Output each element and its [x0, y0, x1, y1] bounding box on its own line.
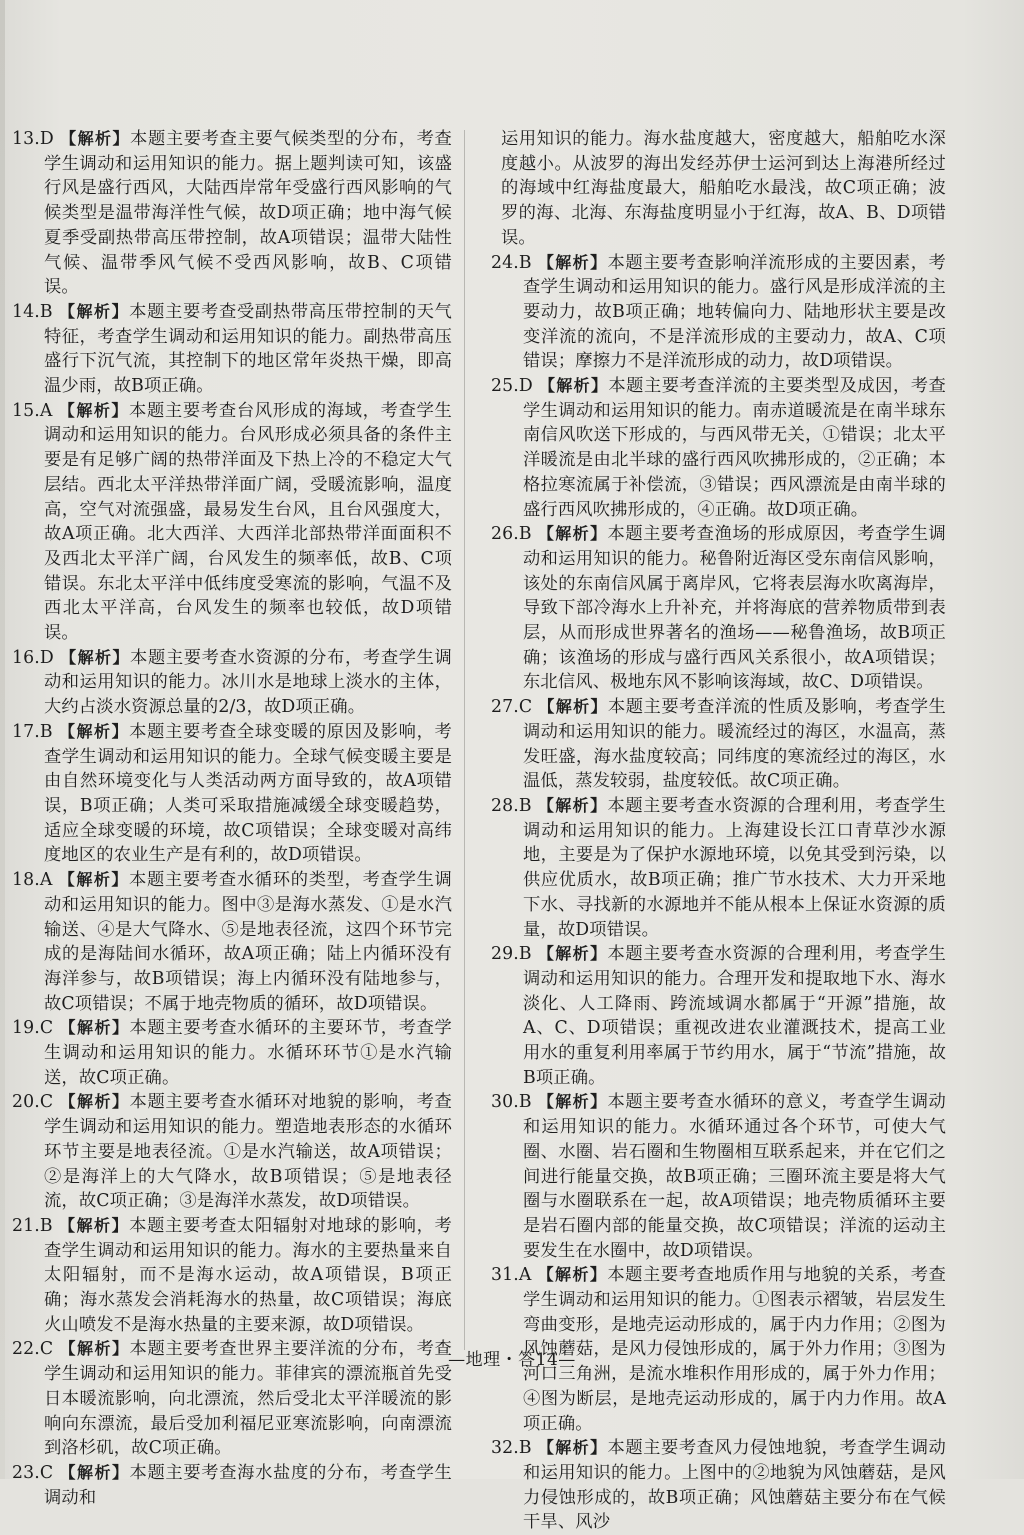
answer-item — [12, 646, 452, 720]
analysis-text: 本题主要考查风力侵蚀地貌，考查学生调动和运用知识的能力。上图中的②地貌为风蚀蘑菇，是风力侵蚀形成的，故B项正确；风蚀蘑菇主要分布在气候干旱、风沙 — [523, 1438, 946, 1533]
analysis-text: 本题主要考查受副热带高压带控制的天气特征，考查学生调动和运用知识的能力。副热带高压盛行下沉气流，其控制下的地区常年炎热干燥，即高温少雨，故B项正确。 — [44, 301, 452, 397]
answer-number: 19.C — [12, 1018, 54, 1039]
analysis-text: 本题主要考查地质作用与地貌的关系，考查学生调动和运用知识的能力。①图表示褶皱，岩层发生弯曲变形，是地壳运动形成的，属于内力作用；②图为风蚀蘑菇，是风力侵蚀形成的，属于外力作用；③图为河口三角洲，是流水堆积作用形成的，属于外力作用；④图为断层，是地壳运动形成的，属于内力作用。故A项正确。 — [523, 1265, 946, 1434]
page-footer: —地理・答14— — [448, 1350, 576, 1370]
analysis-text: 本题主要考查影响洋流形成的主要因素，考查学生调动和运用知识的能力。盛行风是形成洋流的主要动力，故B项正确；地转偏向力、陆地形状主要是改变洋流的流向，不是洋流形成的主要动力，故A、C项错误；摩擦力不是洋流形成的动力，故D项错误。 — [523, 252, 946, 372]
analysis-text: 本题主要考查台风形成的海域，考查学生调动和运用知识的能力。台风形成必须具备的条件主要是有足够广阔的热带洋面及下热上冷的不稳定大气层结。西北太平洋热带洋面广阔，受暖流影响，温度高，空气对流强盛，最易发生台风，且台风强度大，故A项正确。北大西洋、大西洋北部热带洋面面积不及西北太平洋广阔，台风发生的频率低，故B、C项错误。东北太平洋中低纬度受寒流的影响，气温不及西北太平洋高，台风发生的频率也较低，故D项错误。 — [44, 400, 452, 644]
answer-number: 26.B — [491, 524, 532, 545]
continuation-paragraph: 运用知识的能力。海水盐度越大，密度越大，船舶吃水深度越小。从波罗的海出发经苏伊士运河到达上海港所经过的海域中红海盐度最大，船舶吃水最浅，故C项正确；波罗的海、北海、东海盐度明显小于红海，故A、B、D项错误。 — [501, 129, 946, 248]
analysis-text: 本题主要考查水资源的合理利用，考查学生调动和运用知识的能力。上海建设长江口青草沙水源地，主要是为了保护水源地环境，以免其受到污染，以供应优质水，故B项正确；推广节水技术、大力开采地下水、寻找新的水源地并不能从根本上保证水资源的质量，故D项错误。 — [523, 795, 946, 940]
left-column — [12, 127, 452, 1510]
answer-item — [491, 1436, 946, 1535]
answer-item — [12, 1016, 452, 1090]
answer-number: 29.B — [491, 944, 532, 965]
analysis-text: 本题主要考查水资源的合理利用，考查学生调动和运用知识的能力。合理开发和提取地下水、海水淡化、人工降雨、跨流域调水都属于“开源”措施，故A、C、D项错误；重视改进农业灌溉技术，提高工业用水的重复利用率属于节约用水，属于“节流”措施，故B项正确。 — [523, 944, 946, 1088]
analysis-tag: 【解析】 — [59, 1018, 130, 1038]
analysis-tag: 【解析】 — [58, 400, 129, 420]
analysis-tag: 【解析】 — [58, 301, 130, 321]
analysis-text: 本题主要考查洋流的主要类型及成因，考查学生调动和运用知识的能力。南赤道暖流是在南半球东南信风吹送下形成的，与西风带无关，①错误；北太平洋暖流是由北半球的盛行西风吹拂形成的，②正确；本格拉寒流属于补偿流，③错误；西风漂流是由南半球的盛行西风吹拂形成的，④正确。故D项正确。 — [523, 376, 946, 520]
answer-number: 14.B — [12, 301, 53, 322]
analysis-text: 本题主要考查太阳辐射对地球的影响，考查学生调动和运用知识的能力。海水的主要热量来自太阳辐射，而不是海水运动，故A项错误，B项正确；海水蒸发会消耗海水的热量，故C项错误；海底火山喷发不是海水热量的主要来源，故D项错误。 — [44, 1215, 452, 1335]
analysis-tag: 【解析】 — [537, 944, 608, 964]
answer-item — [491, 942, 946, 1090]
answer-item — [491, 522, 946, 695]
right-column — [491, 127, 946, 1535]
answer-item — [12, 127, 452, 300]
analysis-text: 本题主要考查洋流的性质及影响，考查学生调动和运用知识的能力。暖流经过的海区，水温高，蒸发旺盛，海水盐度较高；同纬度的寒流经过的海区，水温低，蒸发较弱，盐度较低。故C项正确。 — [523, 697, 946, 792]
answer-item — [491, 695, 946, 794]
analysis-tag: 【解析】 — [58, 870, 129, 890]
analysis-tag: 【解析】 — [537, 795, 608, 815]
page-edge-shadow — [0, 0, 5, 1479]
answer-item — [12, 300, 452, 399]
analysis-text: 本题主要考查海水盐度的分布，考查学生调动和 — [44, 1462, 452, 1508]
analysis-text: 本题主要考查世界主要洋流的分布，考查学生调动和运用知识的能力。菲律宾的漂流瓶首先受日本暖流影响，向北漂流，然后受北太平洋暖流的影响向东漂流，最后受加利福尼亚寒流影响，向南漂流到洛杉矶，故C项正确。 — [44, 1339, 452, 1459]
analysis-tag: 【解析】 — [58, 1215, 130, 1235]
analysis-tag: 【解析】 — [59, 1339, 130, 1359]
answer-number: 17.B — [12, 721, 53, 742]
answer-number: 24.B — [491, 252, 532, 273]
answer-number: 23.C — [12, 1462, 54, 1483]
answer-number: 25.D — [491, 376, 533, 397]
answer-number: 16.D — [12, 647, 54, 668]
analysis-tag: 【解析】 — [58, 721, 130, 741]
analysis-tag: 【解析】 — [537, 1092, 608, 1112]
analysis-tag: 【解析】 — [537, 1265, 608, 1285]
analysis-tag: 【解析】 — [59, 1092, 130, 1112]
answer-number: 32.B — [491, 1438, 532, 1459]
answer-item — [12, 720, 452, 868]
column-divider — [464, 130, 465, 1350]
answer-item — [12, 868, 452, 1016]
answer-number: 18.A — [12, 870, 53, 891]
analysis-tag: 【解析】 — [60, 129, 131, 148]
answer-item — [491, 251, 946, 375]
analysis-text: 本题主要考查主要气候类型的分布，考查学生调动和运用知识的能力。据上题判读可知，该盛行风是盛行西风，大陆西岸常年受盛行西风影响的气候类型是温带海洋性气候，故D项正确；地中海气候夏季受副热带高压带控制，故A项错误；温带大陆性气候、温带季风气候不受西风影响，故B、C项错误。 — [44, 129, 452, 298]
analysis-text: 本题主要考查水循环的类型，考查学生调动和运用知识的能力。图中③是海水蒸发、①是水汽输送、④是大气降水、⑤是地表径流，这四个环节完成的是海陆间水循环，故A项正确；陆上内循环没有海洋参与，故B项错误；海上内循环没有陆地参与，故C项错误；不属于地壳物质的循环，故D项错误。 — [44, 870, 452, 1014]
analysis-text: 本题主要考查水循环对地貌的影响，考查学生调动和运用知识的能力。塑造地表形态的水循环环节主要是地表径流。①是水汽输送，故A项错误；②是海洋上的大气降水，故B项错误；⑤是地表径流，故C项正确；③是海洋水蒸发，故D项错误。 — [44, 1092, 452, 1212]
analysis-tag: 【解析】 — [538, 697, 608, 717]
answer-number: 15.A — [12, 400, 53, 421]
analysis-tag: 【解析】 — [538, 376, 609, 396]
analysis-tag: 【解析】 — [537, 252, 608, 272]
analysis-text: 本题主要考查水循环的意义，考查学生调动和运用知识的能力。水循环通过各个环节，可使大气圈、水圈、岩石圈和生物圈相互联系起来，并在它们之间进行能量交换，故B项正确；三圈环流主要是将大气圈与水圈联系在一起，故A项错误；地壳物质循环主要是岩石圈内部的能量交换，故C项错误；洋流的运动主要发生在水圈中，故D项错误。 — [523, 1092, 946, 1261]
analysis-tag: 【解析】 — [537, 1438, 608, 1458]
right-items — [491, 251, 946, 1535]
answer-number: 27.C — [491, 697, 533, 718]
answer-item — [491, 1090, 946, 1263]
analysis-tag: 【解析】 — [537, 524, 608, 544]
analysis-text: 本题主要考查全球变暖的原因及影响，考查学生调动和运用知识的能力。全球气候变暖主要是由自然环境变化与人类活动两方面导致的，故A项错误，B项正确；人类可采取措施减缓全球变暖趋势，适应全球变暖的环境，故C项错误；全球变暖对高纬度地区的农业生产是有利的，故D项错误。 — [44, 721, 452, 866]
answer-number: 13.D — [12, 129, 54, 149]
analysis-text: 本题主要考查渔场的形成原因，考查学生调动和运用知识的能力。秘鲁附近海区受东南信风影响，该处的东南信风属于离岸风，它将表层海水吹离海岸，导致下部冷海水上升补充，并将海底的营养物质带到表层，从而形成世界著名的渔场——秘鲁渔场，故B项正确；该渔场的形成与盛行西风关系很小，故A项错误；东北信风、极地东风不影响该海域，故C、D项错误。 — [523, 524, 946, 693]
answer-item — [12, 1461, 452, 1510]
analysis-text: 本题主要考查水循环的主要环节，考查学生调动和运用知识的能力。水循环环节①是水汽输送，故C项正确。 — [44, 1018, 452, 1088]
answer-number: 20.C — [12, 1092, 54, 1113]
answer-item — [491, 794, 946, 942]
answer-number: 31.A — [491, 1265, 532, 1286]
answer-number: 30.B — [491, 1092, 532, 1113]
answer-item — [491, 374, 946, 522]
answer-item — [12, 399, 452, 646]
analysis-tag: 【解析】 — [60, 647, 131, 667]
answer-number: 21.B — [12, 1215, 53, 1236]
answer-item — [12, 1090, 452, 1214]
analysis-tag: 【解析】 — [59, 1462, 130, 1482]
analysis-text: 本题主要考查水资源的分布，考查学生调动和运用知识的能力。冰川水是地球上淡水的主体，大约占淡水资源总量的2/3，故D项正确。 — [44, 647, 452, 718]
answer-number: 28.B — [491, 795, 532, 816]
answer-item — [12, 1214, 452, 1338]
answer-number: 22.C — [12, 1339, 54, 1360]
